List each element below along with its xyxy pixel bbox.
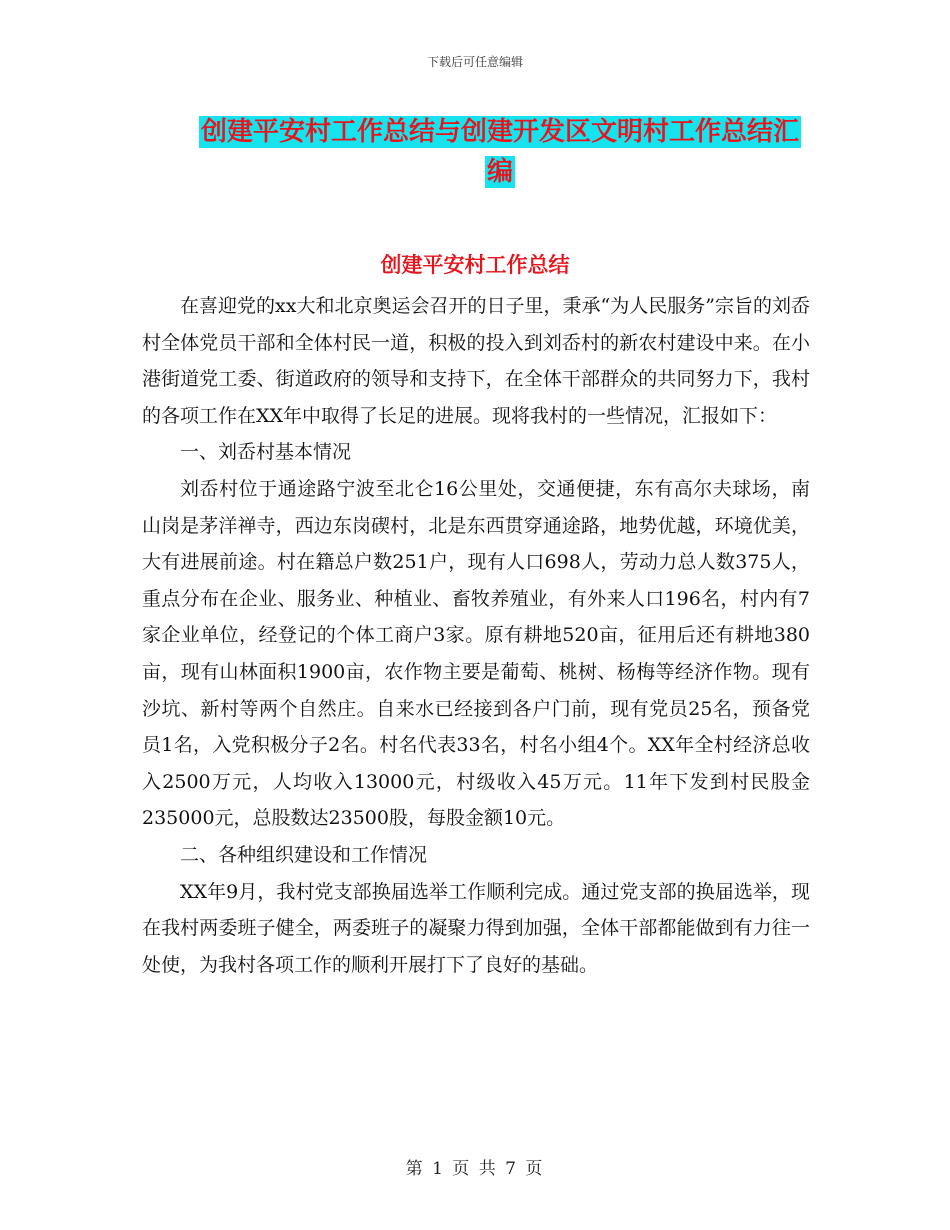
document-body (142, 288, 810, 983)
intro-paragraph: 在喜迎党的xx大和北京奥运会召开的日子里，秉承“为人民服务”宗旨的刘岙村全体党员干部和全体村民一道，积极的投入到刘岙村的新农村建设中来。在小港街道党工委、街道政府的领导和支持下，在全体干部群众的共同努力下，我村的各项工作在XX年中取得了长足的进展。现将我村的一些情况，汇报如下： (142, 295, 810, 427)
organization-paragraph: XX年9月，我村党支部换届选举工作顺利完成。通过党支部的换届选举，现在我村两委班子健全，两委班子的凝聚力得到加强，全体干部都能做到有力往一处使，为我村各项工作的顺利开展打下了良好的基础。 (142, 880, 810, 976)
document-title-line-1: 创建平安村工作总结与创建开发区文明村工作总结汇 (200, 117, 799, 147)
page-footer: 第 1 页 共 7 页 (405, 1159, 545, 1179)
document-title-line-2: 编 (486, 157, 513, 187)
basic-info-paragraph: 刘岙村位于通途路宁波至北仑16公里处，交通便捷，东有高尔夫球场，南山岗是茅洋禅寺，西边东岗碶村，北是东西贯穿通途路，地势优越，环境优美，大有进展前途。村在籍总户数251户，现有人口698人，劳动力总人数375人，重点分布在企业、服务业、种植业、畜牧养殖业，有外来人口196名，村内有7家企业单位，经登记的个体工商户3家。原有耕地520亩，征用后还有耕地380亩，现有山林面积1900亩，农作物主要是葡萄、桃树、杨梅等经济作物。现有沙坑、新村等两个自然庄。自来水已经接到各户门前，现有党员25名，预备党员1名，入党积极分子2名。村名代表33名，村名小组4个。XX年全村经济总收入2500万元，人均收入13000元，村级收入45万元。11年下发到村民股金235000元，总股数达23500股，每股金额10元。 (142, 477, 810, 830)
header-note: 下载后可任意编辑 (426, 55, 523, 69)
document-title (190, 112, 810, 192)
section-title: 创建平安村工作总结 (380, 253, 570, 277)
heading-basic-info: 一、刘岙村基本情况 (180, 441, 352, 464)
heading-organization: 二、各种组织建设和工作情况 (180, 843, 428, 866)
